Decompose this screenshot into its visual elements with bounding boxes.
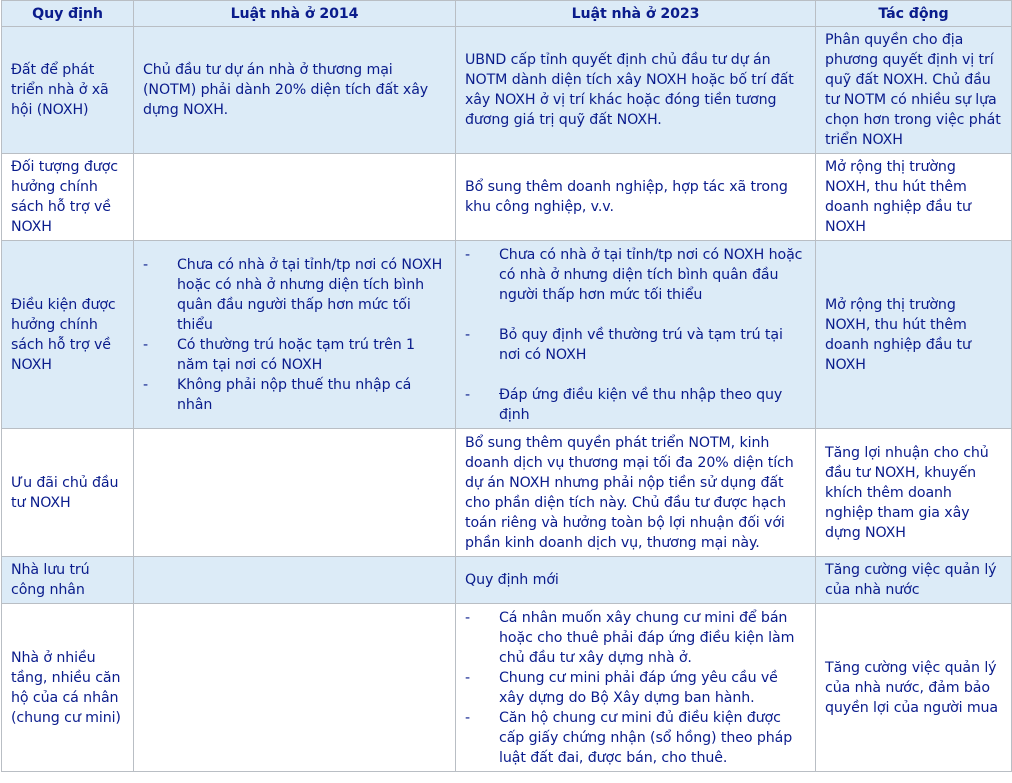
law-2014-conditions-list: [143, 255, 447, 415]
law-2023-conditions-list: [465, 245, 807, 425]
regulation-cell: Nhà ở nhiều tầng, nhiều căn hộ của cá nhân (chung cư mini): [2, 604, 134, 772]
regulation-cell: Đất để phát triển nhà ở xã hội (NOXH): [2, 27, 134, 154]
table-row: [2, 154, 1012, 241]
law-2014-cell: [134, 557, 456, 604]
list-item: - Chưa có nhà ở tại tỉnh/tp nơi có NOXH hoặc có nhà ở nhưng diện tích bình quân đầu người thấp hơn mức tối thiểu: [143, 255, 447, 335]
table-row: [2, 27, 1012, 154]
header-law-2014: Luật nhà ở 2014: [134, 1, 456, 27]
regulation-cell: Điều kiện được hưởng chính sách hỗ trợ về NOXH: [2, 241, 134, 429]
list-item: - Có thường trú hoặc tạm trú trên 1 năm tại nơi có NOXH: [143, 335, 447, 375]
list-item: - Bỏ quy định về thường trú và tạm trú tại nơi có NOXH: [465, 325, 807, 365]
regulation-cell: Ưu đãi chủ đầu tư NOXH: [2, 429, 134, 557]
regulation-cell: Đối tượng được hưởng chính sách hỗ trợ về NOXH: [2, 154, 134, 241]
table-header-row: [2, 1, 1012, 27]
impact-cell: Mở rộng thị trường NOXH, thu hút thêm doanh nghiệp đầu tư NOXH: [816, 154, 1012, 241]
header-regulation: Quy định: [2, 1, 134, 27]
law-2014-cell: [134, 154, 456, 241]
law-2014-cell: [134, 429, 456, 557]
mini-apartment-rules-list: [465, 608, 807, 768]
list-item: - Không phải nộp thuế thu nhập cá nhân: [143, 375, 447, 415]
table-row: [2, 557, 1012, 604]
table-row: [2, 241, 1012, 429]
law-2014-cell: [134, 241, 456, 429]
law-2023-cell: Bổ sung thêm quyền phát triển NOTM, kinh doanh dịch vụ thương mại tối đa 20% diện tích dự án NOXH nhưng phải nộp tiền sử dụng đất cho phần diện tích này. Chủ đầu tư được hạch toán riêng và hưởng toàn bộ lợi nhuận đối với phần kinh doanh dịch vụ, thương mại này.: [456, 429, 816, 557]
list-item: - Cá nhân muốn xây chung cư mini để bán hoặc cho thuê phải đáp ứng điều kiện làm chủ đầu tư xây dựng nhà ở.: [465, 608, 807, 668]
impact-cell: Tăng cường việc quản lý của nhà nước: [816, 557, 1012, 604]
law-comparison-table: [1, 0, 1012, 772]
regulation-cell: Nhà lưu trú công nhân: [2, 557, 134, 604]
header-law-2023: Luật nhà ở 2023: [456, 1, 816, 27]
list-item: - Đáp ứng điều kiện về thu nhập theo quy định: [465, 385, 807, 425]
law-2023-cell: Bổ sung thêm doanh nghiệp, hợp tác xã trong khu công nghiệp, v.v.: [456, 154, 816, 241]
header-impact: Tác động: [816, 1, 1012, 27]
law-2023-cell: Quy định mới: [456, 557, 816, 604]
list-item: - Chưa có nhà ở tại tỉnh/tp nơi có NOXH hoặc có nhà ở nhưng diện tích bình quân đầu người thấp hơn mức tối thiểu: [465, 245, 807, 305]
law-2014-cell: Chủ đầu tư dự án nhà ở thương mại (NOTM) phải dành 20% diện tích đất xây dựng NOXH.: [134, 27, 456, 154]
table-row: [2, 604, 1012, 772]
impact-cell: Phân quyền cho địa phương quyết định vị trí quỹ đất NOXH. Chủ đầu tư NOTM có nhiều sự lựa chọn hơn trong việc phát triển NOXH: [816, 27, 1012, 154]
law-2014-cell: [134, 604, 456, 772]
impact-cell: Mở rộng thị trường NOXH, thu hút thêm doanh nghiệp đầu tư NOXH: [816, 241, 1012, 429]
table-row: [2, 429, 1012, 557]
list-item: - Căn hộ chung cư mini đủ điều kiện được cấp giấy chứng nhận (sổ hồng) theo pháp luật đất đai, được bán, cho thuê.: [465, 708, 807, 768]
law-2023-cell: UBND cấp tỉnh quyết định chủ đầu tư dự án NOTM dành diện tích xây NOXH hoặc bố trí đất xây NOXH ở vị trí khác hoặc đóng tiền tương đương giá trị quỹ đất NOXH.: [456, 27, 816, 154]
list-item: - Chung cư mini phải đáp ứng yêu cầu về xây dựng do Bộ Xây dựng ban hành.: [465, 668, 807, 708]
impact-cell: Tăng cường việc quản lý của nhà nước, đảm bảo quyền lợi của người mua: [816, 604, 1012, 772]
law-2023-cell: [456, 241, 816, 429]
impact-cell: Tăng lợi nhuận cho chủ đầu tư NOXH, khuyến khích thêm doanh nghiệp tham gia xây dựng NOXH: [816, 429, 1012, 557]
law-2023-cell: [456, 604, 816, 772]
